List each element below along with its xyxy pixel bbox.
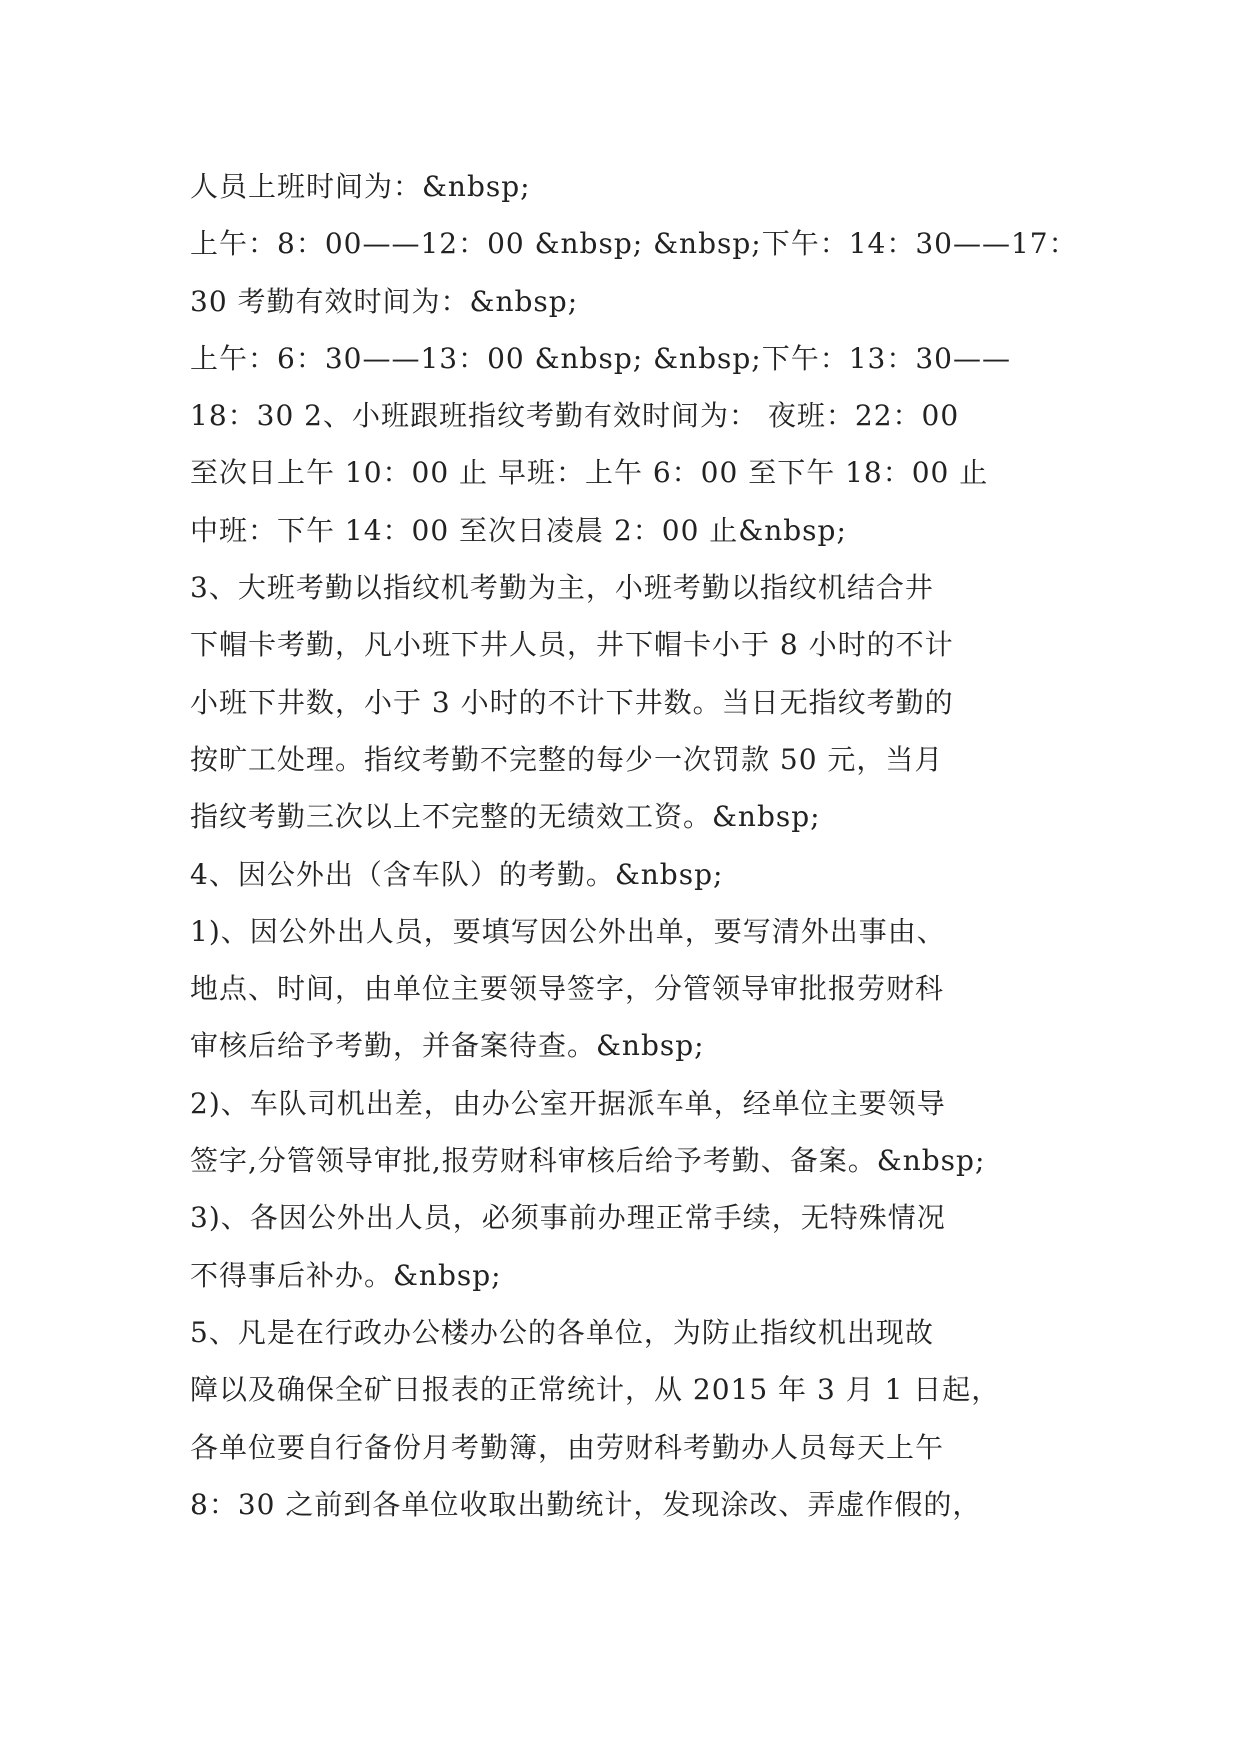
- text-line: 18：30 2、小班跟班指纹考勤有效时间为： 夜班：22：00: [190, 399, 960, 433]
- text-line: 障以及确保全矿日报表的正常统计，从 2015 年 3 月 1 日起，: [190, 1373, 1001, 1407]
- text-line: 中班：下午 14：00 至次日凌晨 2：00 止&nbsp;: [190, 513, 847, 547]
- text-line: 3)、各因公外出人员，必须事前办理正常手续，无特殊情况: [190, 1201, 946, 1235]
- text-line: 指纹考勤三次以上不完整的无绩效工资。&nbsp;: [190, 800, 821, 834]
- text-line: 各单位要自行备份月考勤簿，由劳财科考勤办人员每天上午: [190, 1430, 945, 1464]
- text-line: 人员上班时间为：&nbsp;: [190, 170, 531, 203]
- text-line: 按旷工处理。指纹考勤不完整的每少一次罚款 50 元，当月: [190, 742, 944, 776]
- text-line: 不得事后补办。&nbsp;: [190, 1258, 502, 1292]
- text-line: 30 考勤有效时间为：&nbsp;: [190, 284, 579, 318]
- text-line: 4、因公外出（含车队）的考勤。&nbsp;: [190, 857, 724, 891]
- text-line: 下帽卡考勤，凡小班下井人员，井下帽卡小于 8 小时的不计: [190, 628, 954, 662]
- text-line: 至次日上午 10：00 止 早班：上午 6：00 至下午 18：00 止: [190, 456, 989, 490]
- text-line: 5、凡是在行政办公楼办公的各单位，为防止指纹机出现故: [190, 1315, 934, 1349]
- text-line: 3、大班考勤以指纹机考勤为主，小班考勤以指纹机结合井: [190, 571, 934, 605]
- text-line: 上午：8：00——12：00 &nbsp; &nbsp;下午：14：30——17：: [190, 227, 1078, 261]
- text-line: 小班下井数，小于 3 小时的不计下井数。当日无指纹考勤的: [190, 685, 954, 719]
- text-line: 8：30 之前到各单位收取出勤统计，发现涂改、弄虚作假的，: [190, 1487, 982, 1521]
- text-line: 上午：6：30——13：00 &nbsp; &nbsp;下午：13：30——: [190, 341, 1011, 375]
- text-line: 2)、车队司机出差，由办公室开据派车单，经单位主要领导: [190, 1086, 946, 1120]
- text-line: 签字,分管领导审批,报劳财科审核后给予考勤、备案。&nbsp;: [190, 1144, 986, 1178]
- text-line: 审核后给予考勤，并备案待查。&nbsp;: [190, 1029, 705, 1063]
- text-line: 1)、因公外出人员，要填写因公外出单，要写清外出事由、: [190, 914, 946, 948]
- body-text: [190, 158, 1078, 1533]
- text-line: 地点、时间，由单位主要领导签字，分管领导审批报劳财科: [190, 972, 945, 1006]
